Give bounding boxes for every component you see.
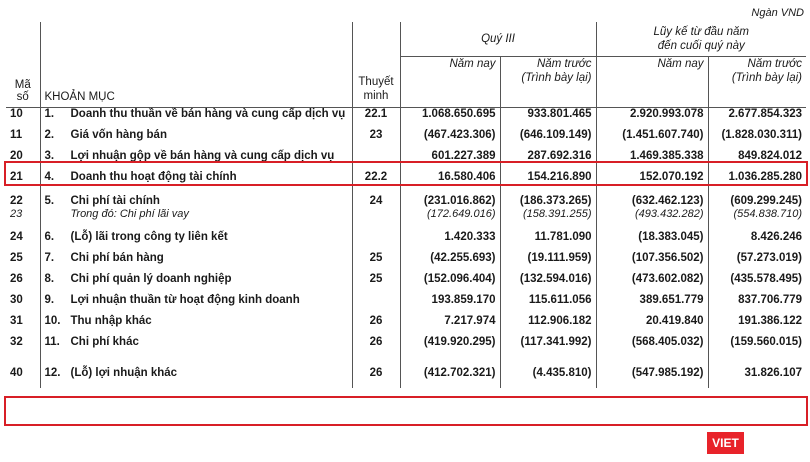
header-q-this-year: Năm nay <box>400 57 500 108</box>
table-row: 32 11. Chi phí khác 26 (419.920.295) (117.341.992) (568.405.032) (159.560.015) <box>6 336 806 357</box>
table-row: 30 9. Lợi nhuận thuần từ hoạt động kinh doanh 193.859.170 115.611.056 389.651.779 837.706.779 <box>6 294 806 315</box>
highlight-box-gross-profit <box>4 161 808 186</box>
table-row: 22 23 5. Chi phí tài chính Trong đó: Chi phí lãi vay 24 (231.016.862) (172.649.016) (186.373.265) (158.391.255) (632.462.123) (493.432.282) (609.299.245) (554.838.710) <box>6 192 806 231</box>
table-row: 10 1. Doanh thu thuần về bán hàng và cung cấp dịch vụ 22.1 1.068.650.695 933.801.465 2.920.993.078 2.677.854.323 <box>6 108 806 130</box>
header-y-last-year: Năm trước (Trình bày lại) <box>708 57 806 108</box>
table-row: 26 8. Chi phí quản lý doanh nghiệp 25 (152.096.404) (132.594.016) (473.602.082) (435.578.495) <box>6 273 806 294</box>
income-statement-table <box>6 22 806 388</box>
viet-watermark-logo: VIET <box>707 432 744 454</box>
header-code: Mã số <box>6 22 40 108</box>
table-row: 21 4. Doanh thu hoạt động tài chính 22.2 16.580.406 154.216.890 152.070.192 1.036.285.280 <box>6 171 806 192</box>
table-row: 11 2. Giá vốn hàng bán 23 (467.423.306) (646.109.149) (1.451.607.740) (1.828.030.311) <box>6 129 806 150</box>
header-y-this-year: Năm nay <box>596 57 708 108</box>
table-row: 24 6. (Lỗ) lãi trong công ty liên kết 1.420.333 11.781.090 (18.383.045) 8.426.246 <box>6 231 806 252</box>
header-q-last-year: Năm trước (Trình bày lại) <box>500 57 596 108</box>
header-note: Thuyết minh <box>352 22 400 108</box>
table-row: 31 10. Thu nhập khác 26 7.217.974 112.906.182 20.419.840 191.386.122 <box>6 315 806 336</box>
header-quarter: Quý III <box>400 22 596 57</box>
table-row-other-profit: 40 12. (Lỗ) lợi nhuận khác 26 (412.702.321) (4.435.810) (547.985.192) 31.826.107 <box>6 367 806 388</box>
highlight-box-other-profit <box>4 396 808 426</box>
header-ytd: Lũy kế từ đầu năm đến cuối quý này <box>596 22 806 57</box>
spacer-row <box>6 357 806 367</box>
table-row: 25 7. Chi phí bán hàng 25 (42.255.693) (19.111.959) (107.356.502) (57.273.019) <box>6 252 806 273</box>
table-row-gross-profit: 20 3. Lợi nhuận gộp về bán hàng và cung cấp dịch vụ 601.227.389 287.692.316 1.469.385.338 849.824.012 <box>6 150 806 171</box>
header-item: KHOẢN MỤC <box>40 22 352 108</box>
unit-label: Ngàn VND <box>751 7 804 19</box>
